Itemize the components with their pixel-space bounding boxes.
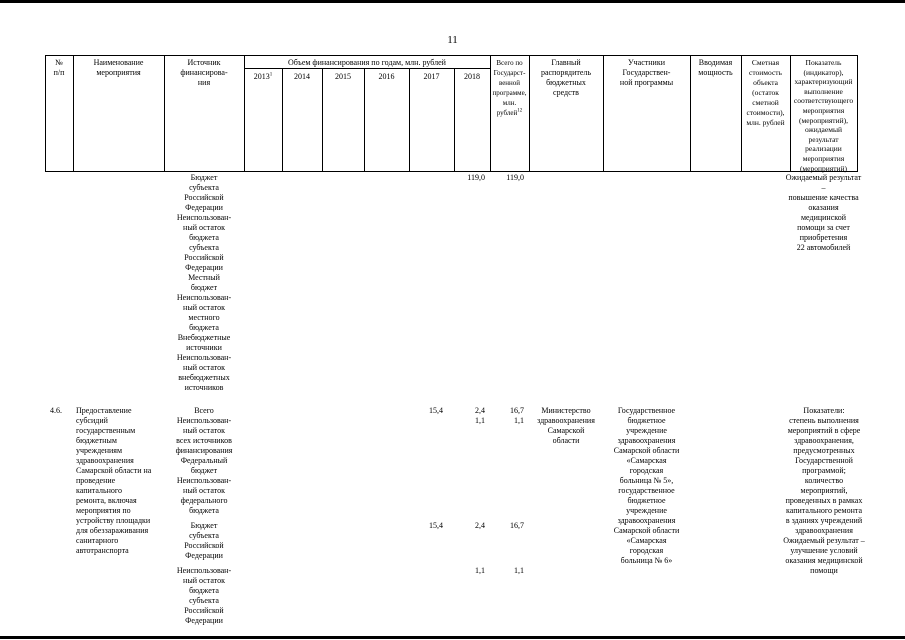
page-number: 11: [447, 34, 458, 46]
row-4-6-num: 4.6.: [50, 406, 62, 415]
header-total: Всего по Государст- венной программе, млн. рублей$^{12}$: [492, 59, 527, 117]
header-name: Наименование мероприятия: [93, 58, 144, 77]
row-prev-total: 119,0: [506, 173, 524, 182]
row-4-6-sources-a: Всего Неиспользован- ный остаток всех источников финансирования Федеральный бюджет Неиспользован- ный остаток федерального бюджета: [175, 406, 233, 515]
row-4-6-2018-regional-unused: 1,1: [475, 566, 485, 575]
row-4-6-2018-regional: 2,4: [475, 521, 485, 530]
header-indicator: Показатель (индикатор), характеризующий выполнение соответствующего мероприятия (мероприятий), ожидаемый результат реализации мероприятия (мероприятий): [793, 58, 854, 173]
row-4-6-sources-b: Бюджет субъекта Российской Федерации: [184, 521, 224, 560]
header-volume-group: Объем финансирования по годам, млн. рублей: [288, 58, 446, 67]
row-4-6-participants: Государственное бюджетное учреждение здравоохранения Самарской области «Самарская городская больница № 5», государственное бюджетное учреждение здравоохранения Самарской области «Самарская городская больница № 6»: [613, 406, 680, 565]
header-chief-administrator: Главный распорядитель бюджетных средств: [540, 58, 592, 97]
row-4-6-indicator: Показатели: степень выполнения мероприятий в сфере здравоохранения, предусмотренных Государственной программой; количество мероприятий, проведенных в рамках капитального ремонта в зданиях учреждений здравоохранения Ожидаемый результат – улучшение условий оказания медицинской помощи: [783, 406, 865, 575]
header-estimate: Сметная стоимость объекта (остаток сметной стоимости), млн. рублей: [746, 58, 785, 127]
header-participants: Участники Государствен- ной программы: [619, 58, 674, 87]
top-border-rule: [0, 0, 905, 3]
row-4-6-2017-regional: 15,4: [429, 521, 443, 530]
header-year-2015: 2015: [335, 72, 351, 81]
row-4-6-2018-total: 2,4: [475, 406, 485, 415]
bottom-border-rule: [0, 636, 905, 639]
header-year-2017: 2017: [423, 72, 440, 81]
row-4-6-sum-total: 16,7: [510, 406, 524, 415]
header-num: № п/п: [53, 58, 65, 77]
header-capacity: Вводимая мощность: [698, 58, 733, 77]
row-4-6-name: Предоставление субсидий государственным бюджетным учреждениям здравоохранения Самарской области на проведение капитального ремонта, включая мероприятия по устройству площадки для обеззараживания санитарного автотранспорта: [76, 406, 152, 555]
header-year-2016: 2016: [378, 72, 395, 81]
header-year-2018: 2018: [464, 72, 480, 81]
header-source: Источник финансирова- ния: [180, 58, 228, 87]
row-4-6-2017-total: 15,4: [429, 406, 443, 415]
row-prev-sources: Бюджет субъекта Российской Федерации Неиспользован- ный остаток бюджета субъекта Российской Федерации Местный бюджет Неиспользован- ный остаток местного бюджета Внебюджетные источники Неиспользован- ный остаток внебюджетных источников: [176, 173, 232, 392]
row-4-6-sum-regional: 16,7: [510, 521, 524, 530]
row-prev-2018: 119,0: [467, 173, 485, 182]
row-4-6-sum-regional-unused: 1,1: [514, 566, 524, 575]
row-4-6-chief-administrator: Министерство здравоохранения Самарской области: [537, 406, 595, 445]
row-4-6-sum-unused: 1,1: [514, 416, 524, 425]
header-year-2013: 2013$^1$: [253, 72, 273, 81]
header-year-2014: 2014: [294, 72, 310, 81]
row-4-6-2018-unused: 1,1: [475, 416, 485, 425]
row-prev-indicator: Ожидаемый результат – повышение качества оказания медицинской помощи за счет приобретения 22 автомобилей: [785, 173, 862, 252]
row-4-6-sources-c: Неиспользован- ный остаток бюджета субъекта Российской Федерации: [176, 566, 232, 625]
